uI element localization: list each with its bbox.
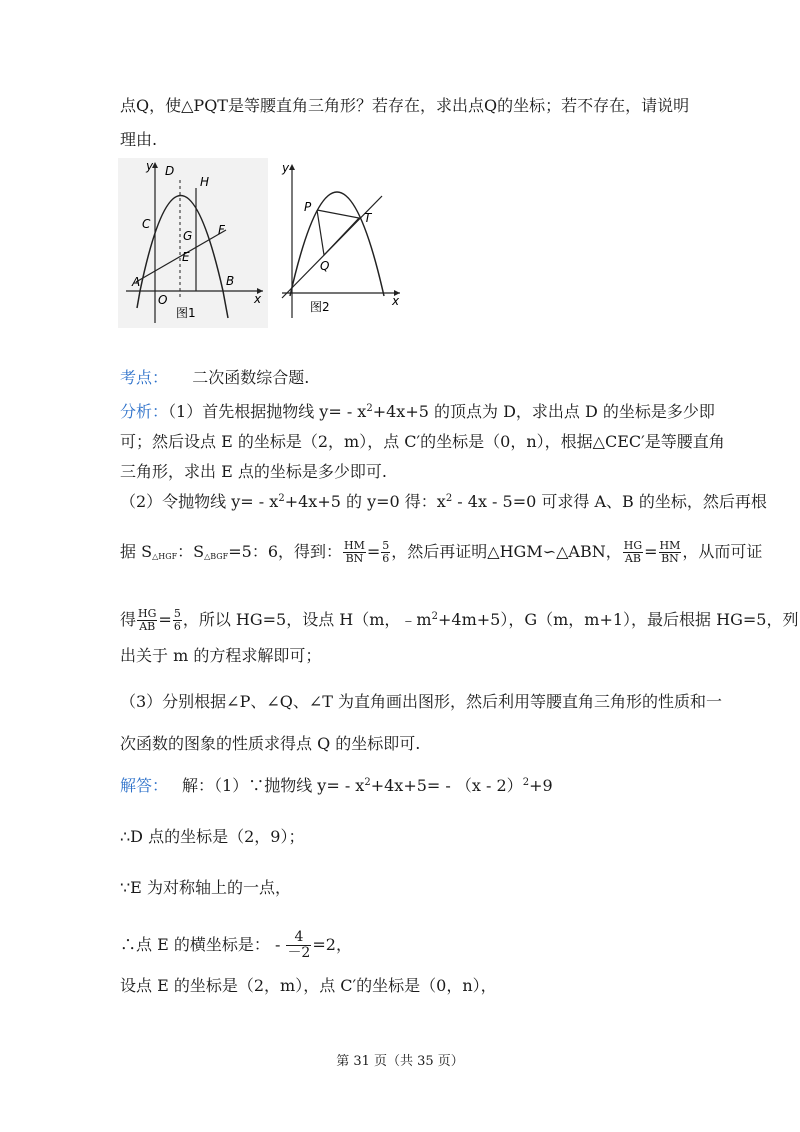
figure-1 — [118, 158, 268, 328]
fenxi-line-2: 可；然后设点 E 的坐标是（2，m），点 C′的坐标是（0，n），根据△CEC′是等腰直角 — [120, 432, 725, 451]
fraction-hg-ab: $\frac{HG}{AB}$ — [623, 539, 643, 565]
fenxi-l6a: 得 — [120, 610, 137, 629]
kaodian-label: 考点： — [120, 368, 169, 387]
sup-square: 2 — [445, 493, 453, 504]
fenxi-line-8: （3）分别根据∠P、∠Q、∠T 为直角画出图形，然后利用等腰直角三角形的性质和一 — [120, 692, 723, 711]
fenxi-line-4 — [120, 492, 767, 512]
fraction-hm-bn: $\frac{HM}{BN}$ — [344, 539, 365, 565]
fenxi-l4a: （2）令抛物线 y= - x — [120, 492, 279, 511]
fenxi-l6c: +4m+5），G（m，m+1），最后根据 HG=5，列 — [437, 610, 799, 629]
sup-square: 2 — [431, 611, 438, 622]
fig1-label-f: F — [218, 223, 225, 237]
fig2-label-q: Q — [320, 259, 330, 273]
jieda-l1a: 解：（1）∵抛物线 y= - x — [182, 776, 365, 795]
fig1-label-a: A — [132, 275, 141, 289]
fig1-label-b: B — [226, 274, 235, 288]
fenxi-l5d: ，然后再证明△HGM∽△ABN， — [391, 542, 622, 561]
fig1-label-h: H — [200, 175, 210, 189]
fig2-label-p: P — [304, 200, 312, 214]
fenxi-l4b: +4x+5 的 y=0 得：x — [284, 492, 446, 511]
jieda-label: 解答： — [120, 776, 169, 795]
fenxi-l1: （1）首先根据抛物线 y= - x — [168, 402, 367, 421]
fraction-hm-bn: $\frac{HM}{BN}$ — [659, 539, 681, 565]
fig2-triangle — [317, 210, 359, 255]
page-footer: 第 31 页（共 35 页） — [336, 1054, 464, 1069]
subscript: △HGF — [152, 552, 178, 561]
fig1-label-x: x — [254, 292, 262, 306]
subscript: △BGF — [204, 552, 229, 561]
fig1-label-c: C — [142, 217, 151, 231]
fenxi-label: 分析： — [120, 402, 169, 421]
kaodian-text: 二次函数综合题. — [192, 368, 310, 387]
fenxi-line-9: 次函数的图象的性质求得点 Q 的坐标即可. — [120, 734, 421, 753]
fenxi-line-6: 得 $\frac{HG}{AB}$ = $\frac{5}{6}$ ，所以 HG=5，设点 H（m，$﹣m^2+4m+5$），G（m，m+1），最后根据 HG=5，列 — [120, 607, 799, 633]
fig1-label-y: y — [146, 159, 154, 173]
fenxi-line-5: 据 $S_{\triangle HGF}$：$S_{\triangle BGF}=5$：6，得到： $\frac{HM}{BN}$ = $\frac{5}{6}$ ，然后再证明△HGM∽△ABN， $\frac{HG}{AB}$ = $\frac{HM}{BN}$ ，从而可证 — [120, 539, 763, 565]
fenxi-line-3: 三角形，求出 E 点的坐标是多少即可. — [120, 462, 387, 481]
fig2-label-x: x — [392, 294, 400, 308]
fenxi-l4c: - 4x - 5=0 可求得 A、B 的坐标，然后再根 — [452, 492, 767, 511]
fraction-5-6: $\frac{5}{6}$ — [173, 607, 181, 633]
fig1-label-g: G — [183, 229, 193, 243]
jieda-line-1 — [120, 776, 553, 796]
sup-square: 2 — [364, 777, 371, 788]
fig1-label-e: E — [182, 250, 190, 264]
intro-line-1: 点Q，使△PQT是等腰直角三角形？若存在，求出点Q的坐标；若不存在，请说明 — [120, 96, 690, 115]
jieda-l4b: =2， — [312, 935, 352, 954]
figure-2 — [280, 158, 405, 328]
fenxi-l5c: =5：6，得到： — [228, 542, 343, 561]
fenxi-l6b: ，所以 HG=5，设点 H（m，﹣m — [182, 610, 432, 629]
jieda-line-3: ∵E 为对称轴上的一点， — [120, 878, 291, 897]
fig2-label-y: y — [282, 161, 290, 175]
fraction-4-neg2: $\frac{4}{-2}$ — [287, 929, 311, 961]
sup-square: 2 — [522, 777, 530, 788]
fraction-hg-ab: $\frac{HG}{AB}$ — [138, 607, 157, 633]
jieda-line-4 — [120, 930, 352, 961]
jieda-l4a: ∴点 E 的横坐标是： - — [120, 935, 286, 954]
fenxi-l1b: +4x+5 的顶点为 D，求出点 D 的坐标是多少即 — [372, 402, 715, 421]
sup-square: 2 — [366, 403, 373, 414]
sup-square: 2 — [278, 493, 285, 504]
jieda-l1c: +9 — [529, 776, 553, 795]
fig2-caption: 图2 — [310, 300, 330, 314]
fig2-label-t: T — [364, 211, 372, 225]
fraction-5-6: $\frac{5}{6}$ — [382, 539, 390, 565]
fig1-caption: 图1 — [176, 306, 196, 320]
fenxi-l5e: ，从而可证 — [682, 542, 763, 561]
fig1-label-d: D — [165, 164, 175, 178]
intro-line-2: 理由. — [120, 130, 158, 149]
fenxi-line-7: 出关于 m 的方程求解即可； — [120, 646, 322, 665]
kaodian-line — [120, 368, 309, 388]
fenxi-l5a: 据 S — [120, 542, 153, 561]
fenxi-line-1 — [120, 402, 715, 422]
fenxi-l5b: ：S — [177, 542, 205, 561]
jieda-line-5: 设点 E 的坐标是（2，m），点 C′的坐标是（0，n）， — [120, 976, 497, 995]
jieda-line-2: ∴D 点的坐标是（2，9）； — [120, 827, 305, 846]
fig1-label-o: O — [158, 293, 168, 307]
jieda-l1b: +4x+5= - （x - 2） — [370, 776, 523, 795]
